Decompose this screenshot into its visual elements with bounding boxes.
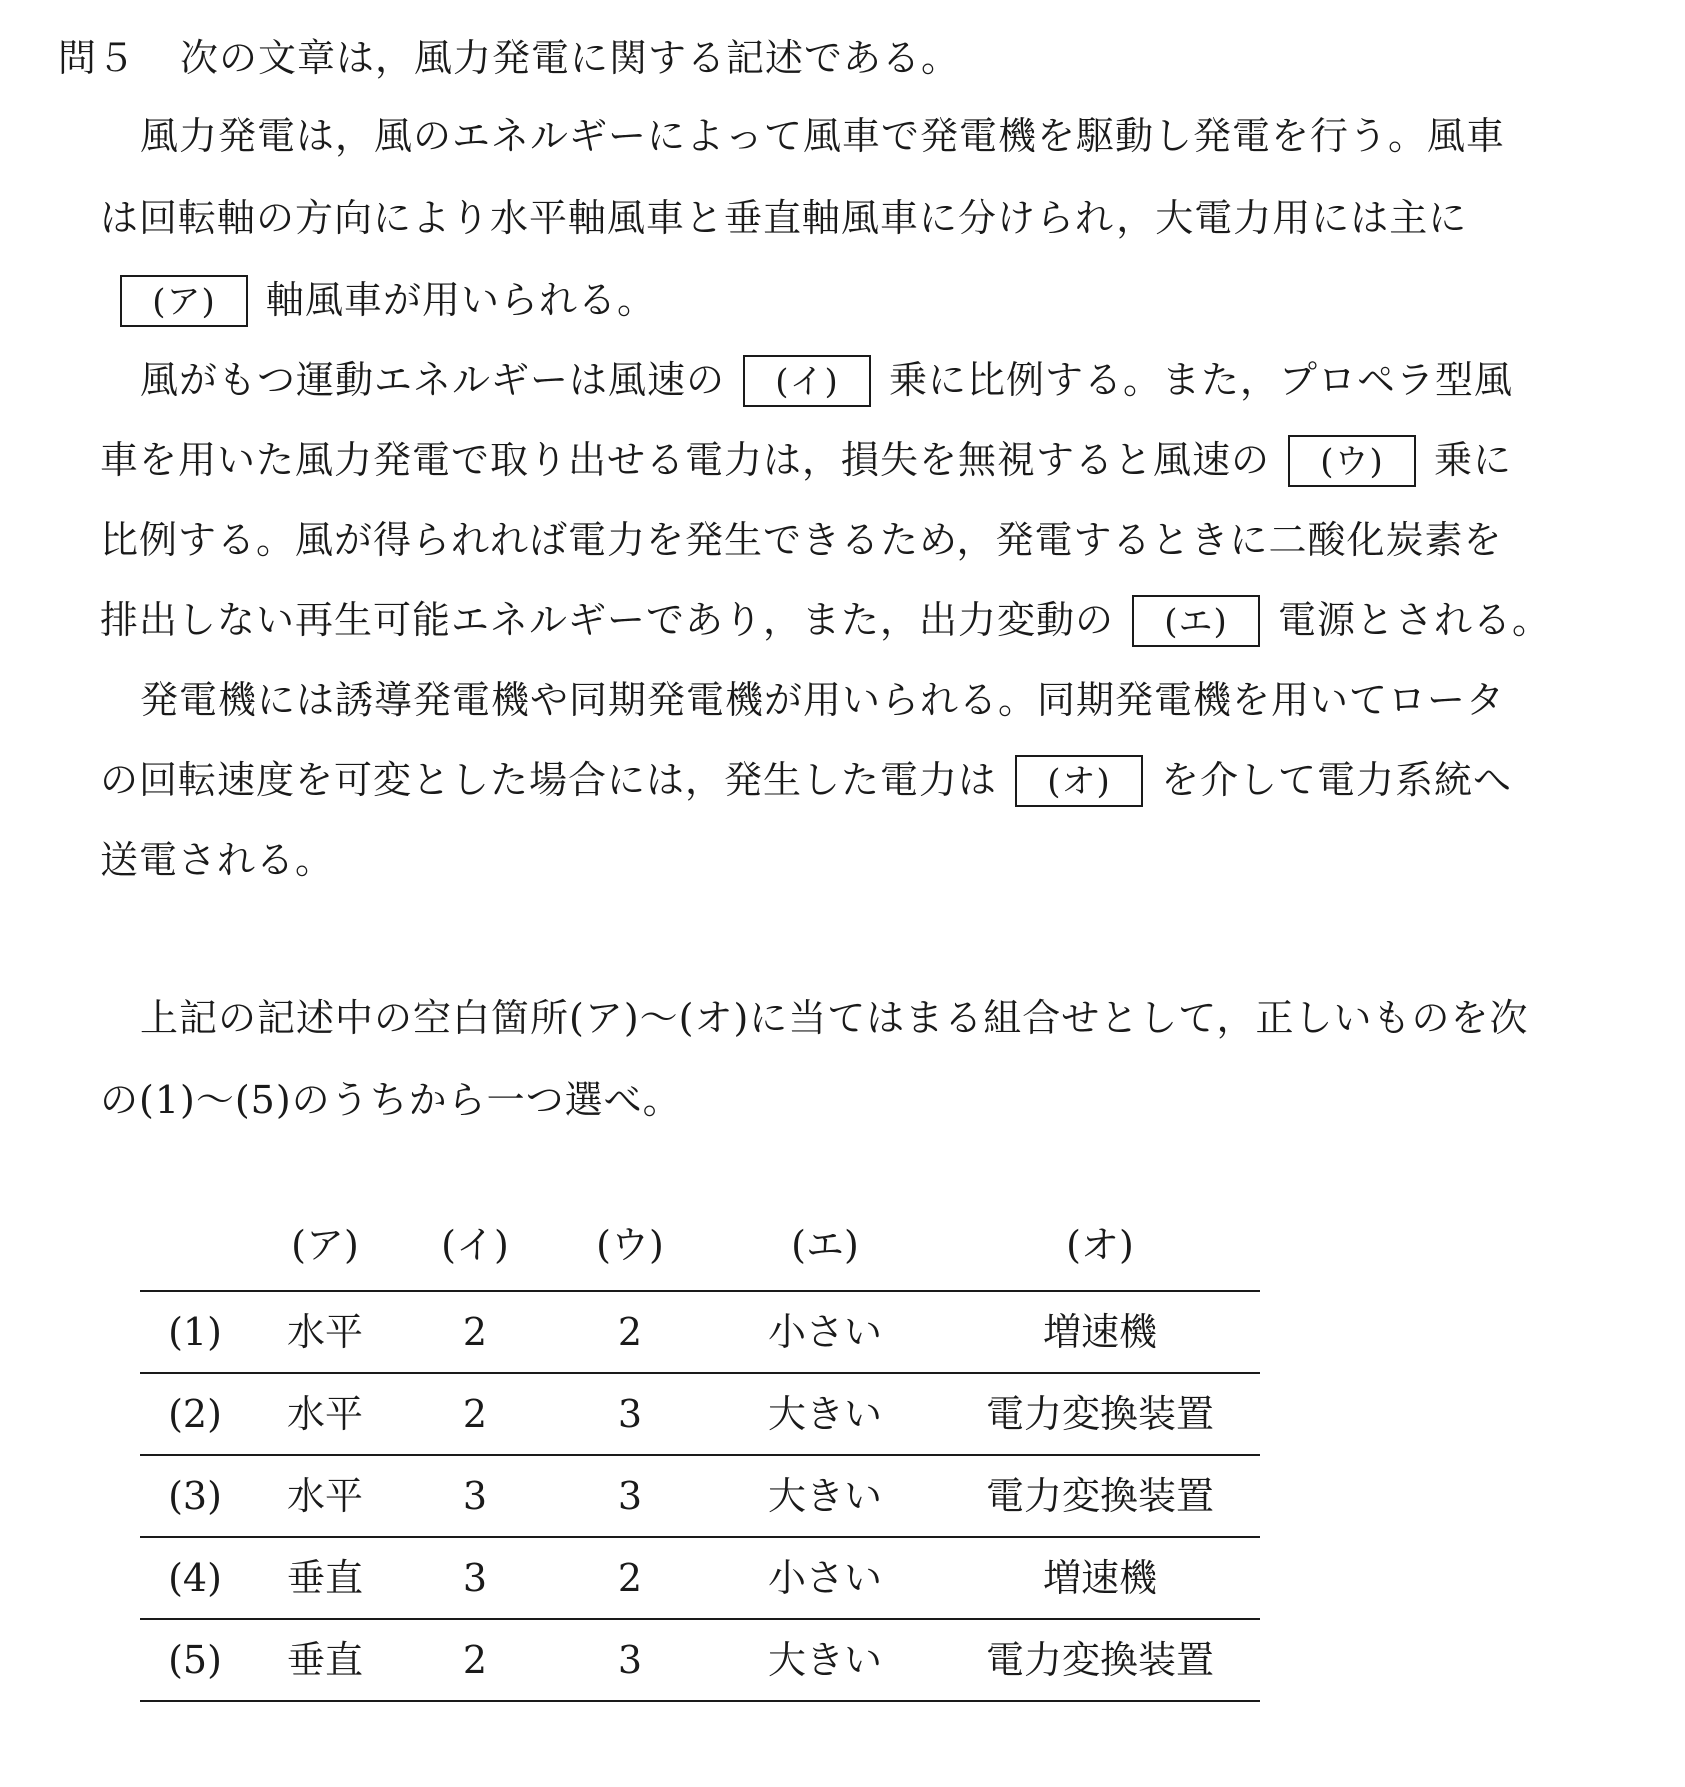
cell-u: 2 bbox=[617, 1556, 643, 1600]
cell-e: 大きい bbox=[767, 1392, 882, 1436]
passage-line-9 bbox=[100, 752, 1512, 810]
passage-line-4-after: 乗に比例する。また，プロペラ型風 bbox=[889, 358, 1514, 402]
option-number: (2) bbox=[168, 1392, 222, 1436]
table-row bbox=[140, 1290, 1260, 1372]
cell-a: 垂直 bbox=[286, 1556, 363, 1600]
cell-u: 2 bbox=[617, 1310, 643, 1354]
question-number: 問５ bbox=[58, 36, 137, 80]
cell-a: 垂直 bbox=[286, 1638, 363, 1682]
cell-i: 2 bbox=[462, 1392, 488, 1436]
cell-a: 水平 bbox=[286, 1474, 363, 1518]
table-row bbox=[140, 1454, 1260, 1536]
passage-line-7-after: 電源とされる。 bbox=[1278, 598, 1552, 642]
header-o: (オ) bbox=[1066, 1223, 1134, 1267]
passage-line-8: 発電機には誘導発電機や同期発電機が用いられる。同期発電機を用いてロータ bbox=[140, 678, 1506, 722]
question-intro: 次の文章は，風力発電に関する記述である。 bbox=[180, 36, 961, 80]
passage-line-3-text: 軸風車が用いられる。 bbox=[266, 278, 657, 322]
cell-o: 電力変換装置 bbox=[985, 1474, 1214, 1518]
passage-line-9-before: の回転速度を可変とした場合には，発生した電力は bbox=[100, 758, 998, 802]
cell-i: 3 bbox=[462, 1474, 488, 1518]
cell-a: 水平 bbox=[286, 1392, 363, 1436]
cell-e: 小さい bbox=[767, 1556, 882, 1600]
option-number: (4) bbox=[168, 1556, 222, 1600]
passage-line-5-before: 車を用いた風力発電で取り出せる電力は，損失を無視すると風速の bbox=[100, 438, 1271, 482]
option-number: (3) bbox=[168, 1474, 222, 1518]
option-number: (1) bbox=[168, 1310, 222, 1354]
blank-o: (オ) bbox=[1015, 755, 1143, 807]
answer-table-header bbox=[140, 1210, 1260, 1290]
passage-line-5-after: 乗に bbox=[1434, 438, 1513, 482]
cell-i: 2 bbox=[462, 1310, 488, 1354]
cell-a: 水平 bbox=[286, 1310, 363, 1354]
table-row bbox=[140, 1618, 1260, 1702]
passage-line-2: は回転軸の方向により水平軸風車と垂直軸風車に分けられ，大電力用には主に bbox=[100, 196, 1468, 240]
passage-line-1: 風力発電は，風のエネルギーによって風車で発電機を駆動し発電を行う。風車 bbox=[140, 114, 1506, 158]
passage-line-4-before: 風がもつ運動エネルギーは風速の bbox=[140, 358, 726, 402]
table-row bbox=[140, 1372, 1260, 1454]
instruction-line-1: 上記の記述中の空白箇所(ア)～(オ)に当てはまる組合せとして，正しいものを次 bbox=[140, 996, 1529, 1040]
cell-o: 増速機 bbox=[1042, 1310, 1157, 1354]
blank-a: (ア) bbox=[120, 275, 248, 327]
passage-line-9-after: を介して電力系統へ bbox=[1161, 758, 1513, 802]
header-u: (ウ) bbox=[596, 1223, 664, 1267]
passage-line-6: 比例する。風が得られれば電力を発生できるため，発電するときに二酸化炭素を bbox=[100, 518, 1503, 562]
cell-u: 3 bbox=[617, 1474, 643, 1518]
passage-line-3 bbox=[100, 272, 656, 330]
blank-u: (ウ) bbox=[1288, 435, 1416, 487]
passage-line-4 bbox=[140, 352, 1513, 410]
cell-u: 3 bbox=[617, 1392, 643, 1436]
blank-e: (エ) bbox=[1132, 595, 1260, 647]
header-e: (エ) bbox=[791, 1223, 859, 1267]
cell-u: 3 bbox=[617, 1638, 643, 1682]
cell-e: 大きい bbox=[767, 1638, 882, 1682]
cell-o: 電力変換装置 bbox=[985, 1392, 1214, 1436]
cell-o: 電力変換装置 bbox=[985, 1638, 1214, 1682]
header-i: (イ) bbox=[441, 1223, 509, 1267]
cell-e: 大きい bbox=[767, 1474, 882, 1518]
blank-i: (イ) bbox=[743, 355, 871, 407]
cell-o: 増速機 bbox=[1042, 1556, 1157, 1600]
cell-e: 小さい bbox=[767, 1310, 882, 1354]
question-header bbox=[58, 30, 960, 86]
header-a: (ア) bbox=[291, 1223, 359, 1267]
cell-i: 2 bbox=[462, 1638, 488, 1682]
table-row bbox=[140, 1536, 1260, 1618]
header-empty bbox=[140, 1210, 250, 1290]
passage-line-10: 送電される。 bbox=[100, 838, 335, 882]
passage-line-5 bbox=[100, 432, 1512, 490]
passage-line-7-before: 排出しない再生可能エネルギーであり，また，出力変動の bbox=[100, 598, 1115, 642]
answer-table bbox=[140, 1210, 1260, 1702]
cell-i: 3 bbox=[462, 1556, 488, 1600]
instruction-line-2: の(1)～(5)のうちから一つ選べ。 bbox=[100, 1078, 682, 1122]
passage-line-7 bbox=[100, 592, 1551, 650]
option-number: (5) bbox=[168, 1638, 222, 1682]
